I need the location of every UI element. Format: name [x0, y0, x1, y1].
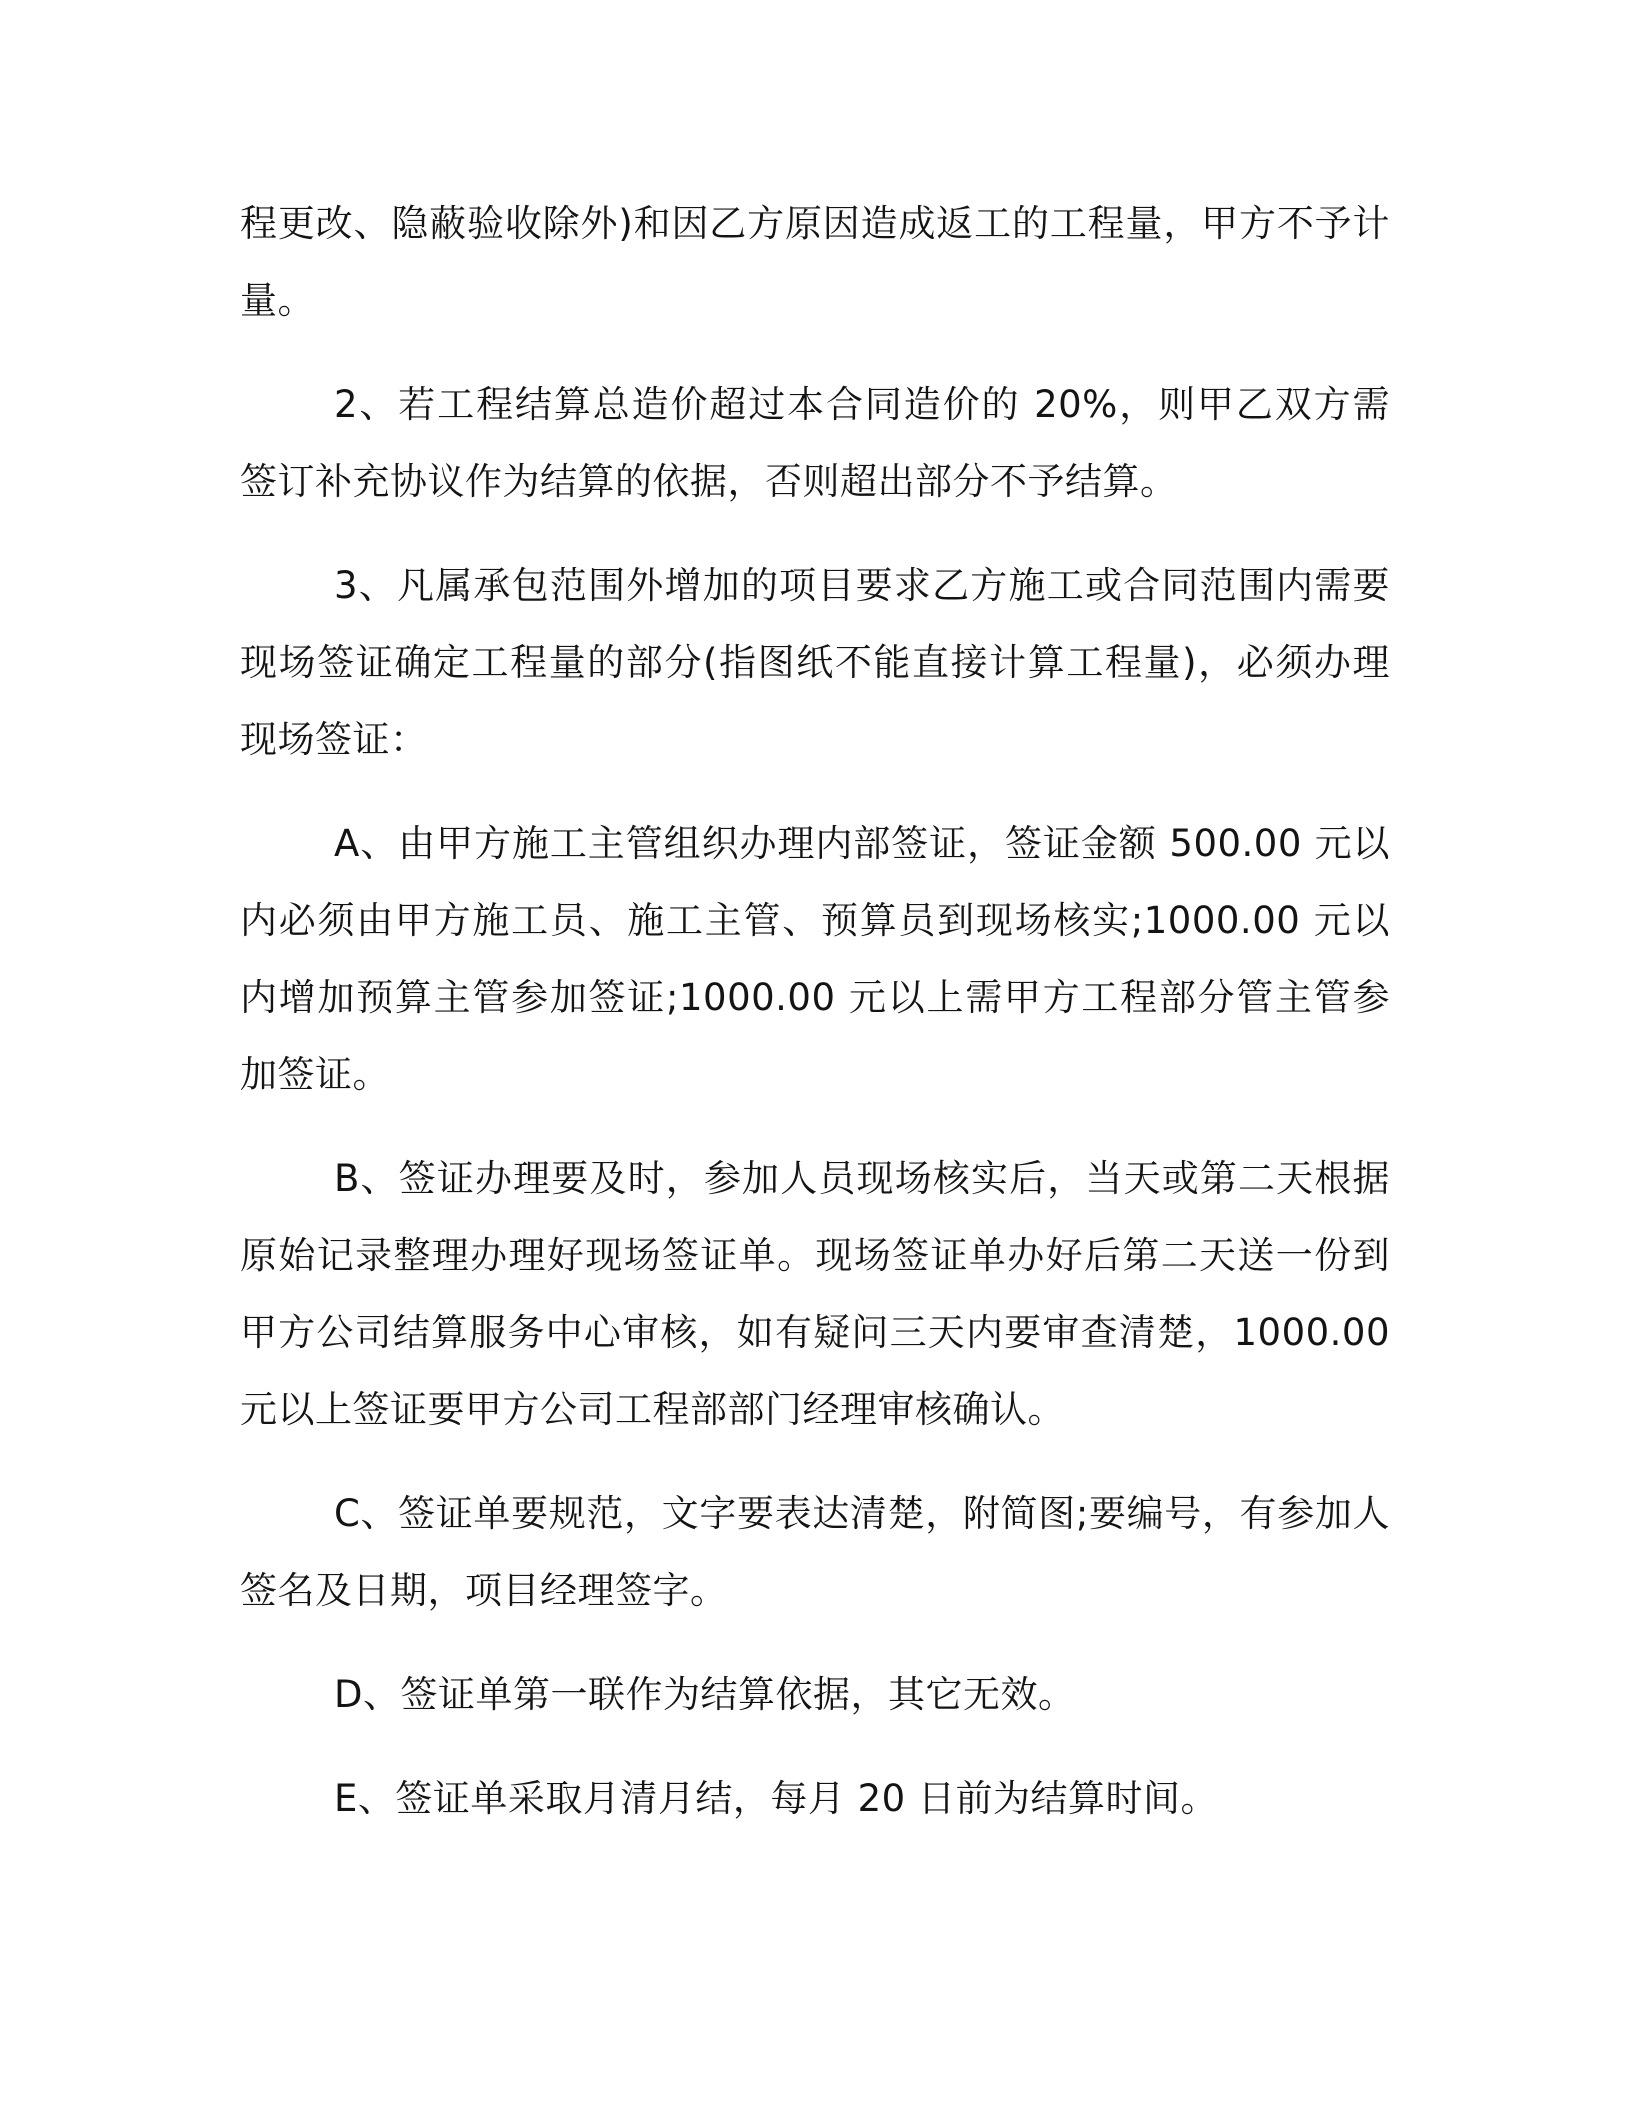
paragraph-item-c: C、签证单要规范，文字要表达清楚，附简图;要编号，有参加人签名及日期，项目经理签字。 [240, 1492, 1390, 1612]
paragraph-clause-3: 3、凡属承包范围外增加的项目要求乙方施工或合同范围内需要现场签证确定工程量的部分(指图纸不能直接计算工程量)，必须办理现场签证： [240, 564, 1390, 761]
paragraph-clause-2: 2、若工程结算总造价超过本合同造价的 20%，则甲乙双方需签订补充协议作为结算的依据，否则超出部分不予结算。 [240, 383, 1390, 503]
paragraph-item-e: E、签证单采取月清月结，每月 20 日前为结算时间。 [334, 1777, 1218, 1820]
paragraph-item-d: D、签证单第一联作为结算依据，其它无效。 [334, 1673, 1076, 1716]
paragraph-continuation: 程更改、隐蔽验收除外)和因乙方原因造成返工的工程量，甲方不予计量。 [240, 202, 1390, 322]
document-body [240, 185, 1390, 1864]
paragraph-item-a: A、由甲方施工主管组织办理内部签证，签证金额 500.00 元以内必须由甲方施工员、施工主管、预算员到现场核实;1000.00 元以内增加预算主管参加签证;1000.00 元以上需甲方工程部分管主管参加签证。 [240, 822, 1390, 1096]
paragraph-item-b: B、签证办理要及时，参加人员现场核实后，当天或第二天根据原始记录整理办理好现场签证单。现场签证单办好后第二天送一份到甲方公司结算服务中心审核，如有疑问三天内要审查清楚，1000.00 元以上签证要甲方公司工程部部门经理审核确认。 [240, 1157, 1390, 1431]
